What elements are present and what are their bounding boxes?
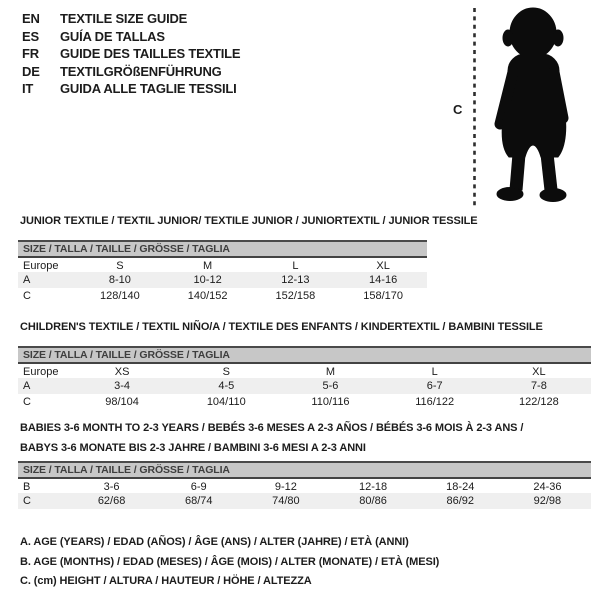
- row-label: A: [23, 274, 31, 286]
- size-header-bar: SIZE / TALLA / TAILLE / GRÖSSE / TAGLIA: [18, 461, 591, 477]
- height-cell: 122/128: [519, 396, 559, 408]
- table-row-europe: [18, 256, 427, 272]
- legend-line-b: B. AGE (MONTHS) / EDAD (MESES) / ÂGE (MOIS) / ALTER (MONATE) / ETÀ (MESI): [20, 555, 440, 568]
- age-cell: 4-5: [218, 380, 235, 392]
- language-code: DE: [22, 63, 40, 79]
- size-header-bar: SIZE / TALLA / TAILLE / GRÖSSE / TAGLIA: [18, 346, 591, 362]
- table-row-age: [18, 272, 427, 288]
- guide-title-fr: GUIDE DES TAILLES TEXTILE: [60, 46, 241, 61]
- age-cell: 14-16: [369, 274, 398, 286]
- table-row-age-months: [18, 477, 591, 493]
- age-cell: 12-13: [281, 274, 310, 286]
- babies-title-line1: BABIES 3-6 MONTH TO 2-3 YEARS / BEBÉS 3-6 MESES A 2-3 AÑOS / BÉBÉS 3-6 MOIS À 2-3 ANS /: [20, 422, 524, 434]
- size-cell: L: [292, 260, 299, 272]
- guide-title-de: TEXTILGRÖßENFÜHRUNG: [60, 63, 222, 79]
- size-cell: S: [116, 260, 124, 272]
- height-cell: 68/74: [184, 495, 213, 507]
- age-cell: 6-7: [426, 380, 443, 392]
- language-row-it: [22, 80, 240, 98]
- age-cell: 6-9: [190, 481, 207, 493]
- size-header-bar: SIZE / TALLA / TAILLE / GRÖSSE / TAGLIA: [18, 240, 427, 256]
- babies-size-table: [18, 461, 591, 509]
- language-code: EN: [22, 11, 40, 26]
- height-cell: 116/122: [415, 396, 455, 408]
- language-code: FR: [22, 46, 39, 61]
- legend-line-a: A. AGE (YEARS) / EDAD (AÑOS) / ÂGE (ANS) / ALTER (JAHRE) / ETÀ (ANNI): [20, 536, 409, 548]
- size-cell: L: [431, 366, 438, 378]
- measurement-legend: [20, 533, 439, 592]
- height-cell: 80/86: [359, 495, 387, 507]
- age-cell: 7-8: [530, 380, 547, 392]
- size-cell: XL: [532, 366, 546, 378]
- row-label: Europe: [23, 366, 59, 378]
- table-row-europe: [18, 362, 591, 378]
- height-cell: 74/80: [272, 495, 300, 507]
- size-cell: XS: [114, 366, 130, 378]
- height-cell: 158/170: [363, 290, 403, 302]
- age-cell: 8-10: [108, 274, 131, 286]
- babies-title-line2: BABYS 3-6 MONATE BIS 2-3 JAHRE / BAMBINI 3-6 MESI A 2-3 ANNI: [20, 442, 366, 454]
- language-code: ES: [22, 28, 39, 44]
- row-label: A: [23, 380, 31, 392]
- age-cell: 10-12: [193, 274, 222, 286]
- age-cell: 5-6: [322, 380, 339, 392]
- height-cell: 98/104: [105, 396, 139, 408]
- height-cell: 152/158: [275, 290, 316, 302]
- age-cell: 24-36: [533, 481, 562, 493]
- height-cell: 104/110: [206, 396, 246, 408]
- toddler-silhouette: [479, 6, 587, 208]
- children-size-table: [18, 346, 591, 410]
- guide-title-it: GUIDA ALLE TAGLIE TESSILI: [60, 81, 237, 96]
- height-cell: 128/140: [99, 290, 140, 302]
- age-cell: 3-6: [103, 481, 120, 493]
- language-row-de: [22, 63, 240, 81]
- size-cell: M: [325, 366, 336, 378]
- row-label: C: [23, 396, 31, 408]
- row-label: Europe: [23, 260, 59, 272]
- height-cell: 62/68: [97, 495, 126, 507]
- height-cell: 86/92: [446, 495, 474, 507]
- height-cell: 92/98: [533, 495, 562, 507]
- size-cell: XL: [376, 260, 390, 272]
- row-label: C: [23, 495, 31, 507]
- language-row-es: [22, 28, 240, 46]
- height-cell: 140/152: [187, 290, 228, 302]
- language-title-list: [22, 10, 240, 98]
- height-measure-label: C: [453, 102, 463, 117]
- table-row-height: [18, 288, 427, 304]
- legend-line-c: C. (cm) HEIGHT / ALTURA / HAUTEUR / HÖHE / ALTEZZA: [20, 575, 312, 587]
- size-cell: M: [203, 260, 213, 272]
- table-row-height: [18, 493, 591, 509]
- section-title-junior: JUNIOR TEXTILE / TEXTIL JUNIOR/ TEXTILE JUNIOR / JUNIORTEXTIL / JUNIOR TESSILE: [20, 215, 478, 227]
- guide-title-en: TEXTILE SIZE GUIDE: [60, 11, 188, 26]
- row-label: C: [23, 290, 31, 302]
- age-cell: 9-12: [274, 481, 297, 493]
- section-title-children: CHILDREN'S TEXTILE / TEXTIL NIÑO/A / TEXTILE DES ENFANTS / KINDERTEXTIL / BAMBINI TESSILE: [20, 321, 543, 333]
- age-cell: 3-4: [114, 380, 131, 392]
- section-title-babies: [20, 418, 580, 458]
- height-measure-dotted-line: [472, 7, 477, 210]
- age-cell: 12-18: [359, 481, 388, 493]
- age-cell: 18-24: [446, 481, 475, 493]
- row-label: B: [23, 481, 31, 493]
- table-row-height: [18, 394, 591, 410]
- guide-title-es: GUÍA DE TALLAS: [60, 28, 165, 44]
- junior-size-table: [18, 240, 427, 304]
- table-row-age: [18, 378, 591, 394]
- language-row-fr: [22, 45, 240, 63]
- height-cell: 110/116: [311, 396, 350, 408]
- language-code: IT: [22, 81, 34, 96]
- size-cell: S: [222, 366, 230, 378]
- language-row-en: [22, 10, 240, 28]
